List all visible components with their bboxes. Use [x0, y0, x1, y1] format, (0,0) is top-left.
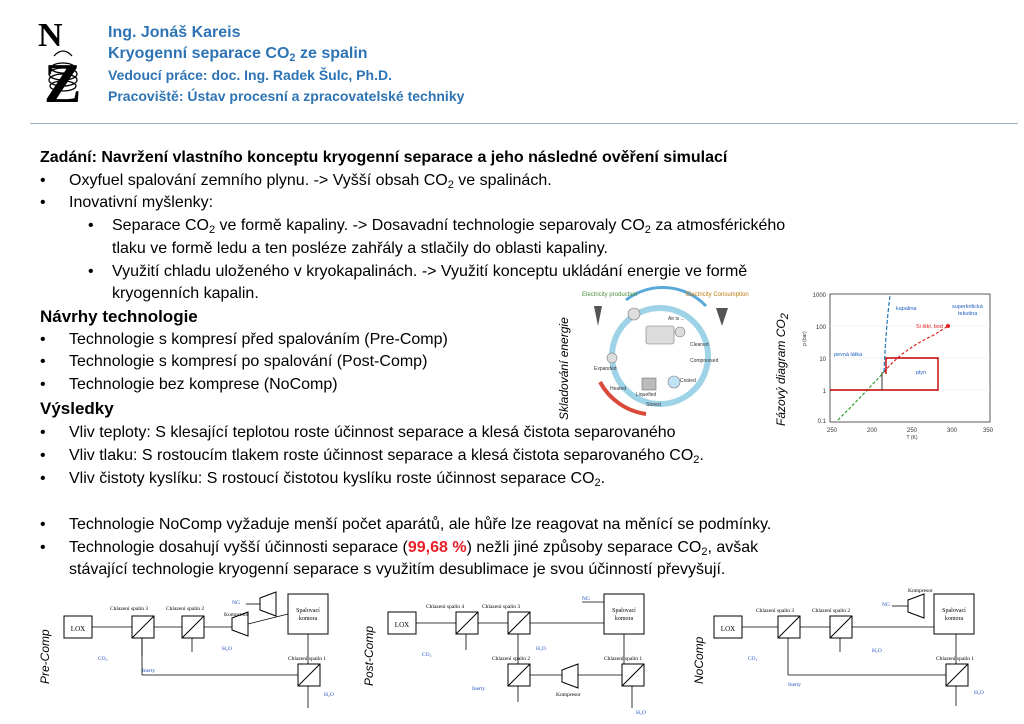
cooler-label: Chlazení spalin 4 — [426, 604, 465, 610]
bullet: • — [40, 172, 46, 189]
x-axis-label: T (K) — [906, 435, 918, 440]
storage-node: Air is ... — [668, 316, 685, 322]
design-item: Technologie s kompresí po spalování (Post-Comp) — [69, 353, 428, 370]
y-axis-label: p (bar) — [802, 331, 808, 346]
phase-figure-label: Fázový diagram $CO_2$ — [774, 313, 791, 426]
compressor-label: Kompresor — [908, 588, 933, 594]
combustor-label: komora — [298, 616, 318, 622]
co2-label: CO₂ — [98, 656, 108, 662]
thesis-title: Kryogenní separace $CO_2$ ze spalin — [108, 45, 368, 64]
storage-node: Heated — [610, 386, 627, 392]
combustor-label: komora — [614, 616, 634, 622]
storage-node: Expanded — [594, 366, 617, 372]
region-label: plyn — [916, 370, 927, 376]
bullet: • — [40, 353, 46, 370]
lox-label: LOX — [394, 621, 410, 629]
ng-label: NG — [232, 600, 240, 606]
post-comp-diagram — [386, 590, 686, 720]
result-item-cont: stávající technologie kryogenní separace s využitím desublimace je svou účinností převyšují. — [69, 561, 726, 578]
region-label: pevná látka — [834, 352, 863, 358]
water-label: H₂O — [974, 690, 984, 696]
storage-node: Electricity Consumption — [686, 292, 749, 298]
pre-comp-label: Pre-Comp — [38, 629, 52, 684]
y-tick: 0.1 — [817, 419, 826, 425]
y-tick: 1 — [822, 389, 826, 395]
region-label: kapalina — [896, 306, 917, 312]
result-item: Vliv teploty: S klesající teplotou roste účinnost separace a klesá čistota separovaného — [69, 424, 676, 441]
water-label: H₂O — [636, 710, 646, 716]
bullet: • — [40, 539, 46, 556]
storage-node: Cleaned — [690, 342, 709, 348]
cooler-label: Chlazení spalin 1 — [288, 656, 327, 662]
combustor-label: komora — [944, 616, 964, 622]
inert-label: Inerty — [788, 682, 802, 688]
assignment-item: Oxyfuel spalování zemního plynu. -> Vyšší obsah $CO_2$ ve spalinách. — [69, 172, 552, 191]
post-comp-label: Post-Comp — [362, 625, 376, 686]
compressor-label: Kompresor — [556, 692, 581, 698]
designs-heading: Návrhy technologie — [40, 307, 198, 326]
x-tick: 250 — [906, 428, 918, 434]
x-tick: 250 — [826, 428, 838, 434]
lox-label: LOX — [70, 625, 86, 633]
region-label: Si štkl. bod — [916, 324, 943, 330]
bullet: • — [40, 470, 46, 487]
assignment-heading: Zadání: Navržení vlastního konceptu kryogenní separace a jeho následné ověření simulací — [40, 149, 728, 166]
bullet: • — [40, 516, 46, 533]
supervisor: Vedoucí práce: doc. Ing. Radek Šulc, Ph.D. — [108, 67, 392, 83]
co2-phase-diagram — [792, 286, 996, 440]
combustor-label: Spalovací — [296, 608, 320, 614]
storage-node: Cooled — [680, 378, 696, 384]
inert-label: Inerty — [472, 686, 486, 692]
workplace: Pracoviště: Ústav procesní a zpracovatelské techniky — [108, 88, 465, 104]
cooler-label: Chlazení spalin 2 — [812, 608, 851, 614]
y-tick: 10 — [819, 357, 826, 363]
header — [108, 22, 464, 106]
combustor-label: Spalovací — [612, 608, 636, 614]
storage-node: Compressed — [690, 358, 719, 364]
svg-text:Z: Z — [44, 53, 82, 104]
bullet: • — [88, 263, 94, 280]
university-logo — [34, 16, 92, 104]
idea-item: Využití chladu uloženého v kryokapalinách. -> Využití konceptu ukládání energie ve formě — [112, 263, 748, 280]
cooler-label: Chlazení spalin 3 — [110, 606, 149, 612]
result-item: Technologie NoComp vyžaduje menší počet aparátů, ale hůře lze reagovat na měnící se podmínky. — [69, 516, 772, 533]
y-tick: 1000 — [812, 293, 826, 299]
cooler-label: Chlazení spalin 1 — [936, 656, 975, 662]
nocomp-diagram — [712, 586, 1012, 720]
water-label: H₂O — [536, 646, 546, 652]
storage-node: Liquefied — [636, 392, 657, 398]
result-item: Technologie dosahují vyšší účinnosti separace (99,68 %) nežli jiné způsoby separace $CO_2$, avšak — [69, 539, 759, 558]
x-tick: 300 — [946, 428, 958, 434]
bullet: • — [40, 424, 46, 441]
design-item: Technologie s kompresí před spalováním (Pre-Comp) — [69, 331, 448, 348]
bullet: • — [40, 331, 46, 348]
pre-comp-diagram — [62, 590, 352, 720]
efficiency-value: 99,68 % — [407, 539, 467, 556]
cooler-label: Chlazení spalin 2 — [166, 606, 205, 612]
bullet: • — [40, 447, 46, 464]
idea-item: Separace $CO_2$ ve formě kapaliny. -> Dosavadní technologie separovaly $CO_2$ za atmosférického — [112, 217, 786, 236]
energy-storage-figure — [576, 286, 758, 416]
bullet: • — [88, 217, 94, 234]
bullet: • — [40, 194, 46, 211]
author-name: Ing. Jonáš Kareis — [108, 24, 241, 41]
assignment-item: Inovativní myšlenky: — [69, 194, 214, 211]
storage-figure-label: Skladování energie — [557, 317, 571, 420]
water-label: H₂O — [222, 646, 232, 652]
result-item: Vliv čistoty kyslíku: S rostoucí čistotou kyslíku roste účinnost separace $CO_2$. — [69, 470, 606, 489]
co2-label: CO₂ — [422, 652, 432, 658]
region-label: superkritická — [952, 304, 983, 310]
storage-node: Stored — [646, 402, 661, 408]
water-label: H₂O — [324, 692, 334, 698]
inert-label: Inerty — [142, 668, 156, 674]
idea-item-cont: tlaku ve formě ledu a ten posléze zahřály a stlačily do oblasti kapaliny. — [112, 240, 608, 257]
header-divider — [30, 123, 1018, 124]
y-tick: 100 — [815, 325, 826, 331]
ng-label: NG — [582, 596, 590, 602]
x-tick: 200 — [866, 428, 878, 434]
cooler-label: Chlazení spalin 2 — [492, 656, 531, 662]
bullet: • — [40, 376, 46, 393]
idea-item-cont: kryogenních kapalin. — [112, 285, 259, 302]
water-label: H₂O — [872, 648, 882, 654]
cooler-label: Chlazení spalin 3 — [756, 608, 795, 614]
co2-label: CO₂ — [748, 656, 758, 662]
design-item: Technologie bez komprese (NoComp) — [69, 376, 338, 393]
results-heading: Výsledky — [40, 399, 114, 418]
nocomp-label: NoComp — [692, 636, 706, 684]
svg-text:N: N — [38, 17, 63, 54]
ng-label: NG — [882, 602, 890, 608]
cooler-label: Chlazení spalin 3 — [482, 604, 521, 610]
storage-node: Electricity production — [582, 292, 638, 298]
result-item: Vliv tlaku: S rostoucím tlakem roste účinnost separace a klesá čistota separovaného $CO_2$. — [69, 447, 704, 466]
x-tick: 350 — [982, 428, 994, 434]
lox-label: LOX — [720, 625, 736, 633]
compressor-label: Kompresor — [224, 612, 249, 618]
region-label: tekutina — [958, 311, 978, 317]
cooler-label: Chlazení spalin 1 — [604, 656, 643, 662]
combustor-label: Spalovací — [942, 608, 966, 614]
